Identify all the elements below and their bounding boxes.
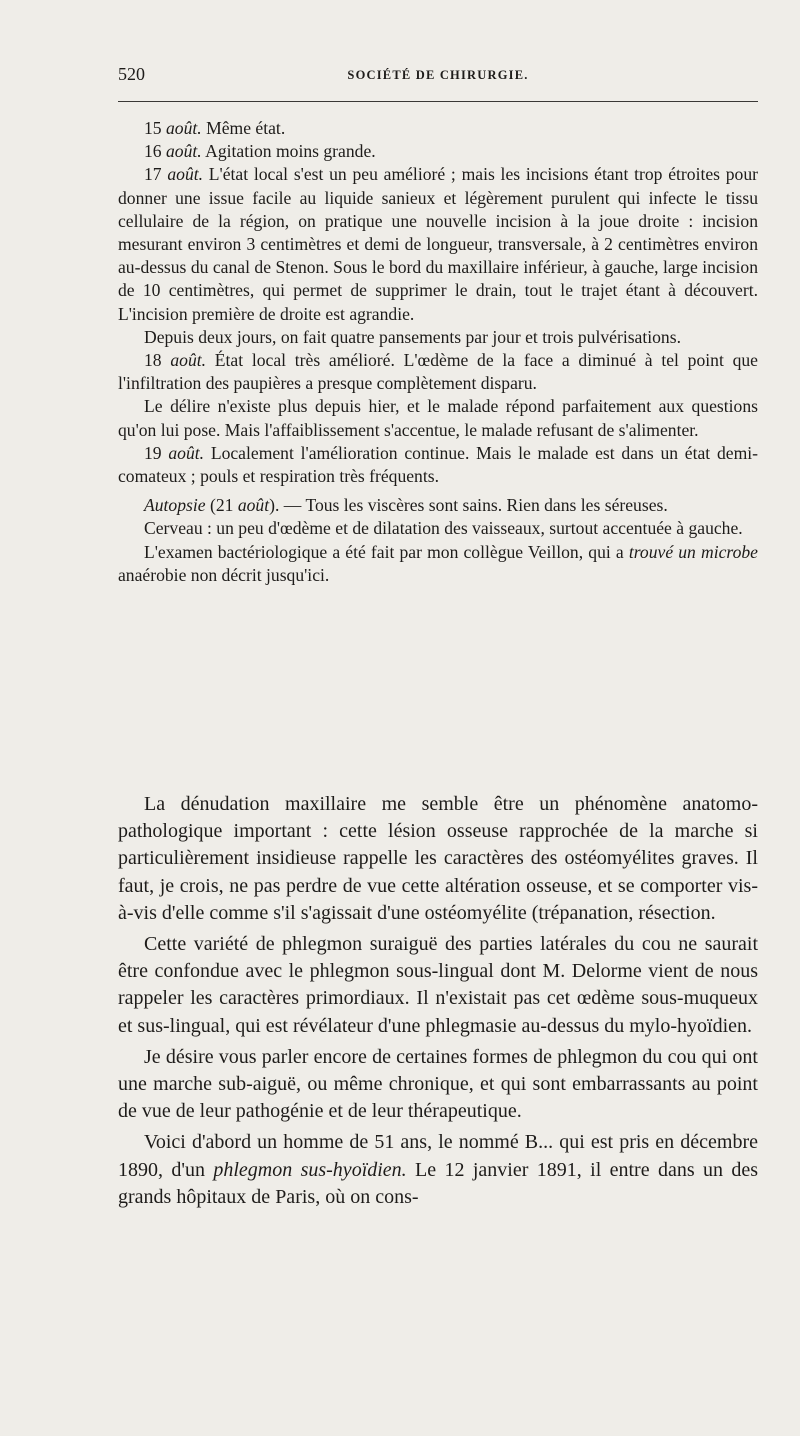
paragraph-maxillary-denudation: La dénudation maxillaire me semble être un phénomène anatomo-pathologique important : cette lésion osseuse rapprochée de la marche si particulièrement insidieuse rappelle les caractères des ostéomyélites graves. Il faut, je crois, ne pas perdre de vue cette altération osseuse, et se comporter vis-à-vis d'elle comme s'il s'agissait d'une ostéomyélite (trépanation, résection. (118, 793, 758, 924)
note-aug-15: 15 août. Même état. (144, 118, 286, 138)
journal-title: SOCIÉTÉ DE CHIRURGIE. (347, 68, 529, 82)
paragraph-case-b: Voici d'abord un homme de 51 ans, le nommé B... qui est pris en décembre 1890, d'un phlegmon sus-hyoïdien. Le 12 janvier 1891, il entre dans un des grands hôpitaux de Paris, où on cons- (118, 1131, 758, 1208)
note-brain: Cerveau : un peu d'œdème et de dilatation des vaisseaux, surtout accentuée à gauche. (144, 518, 743, 539)
note-aug-17: 17 août. L'état local s'est un peu amélioré ; mais les incisions étant trop étroites pour donner une issue facile au liquide sanieux et légèrement purulent qui infecte le tissu cellulaire de la région, on pratique une nouvelle incision à la joue droite : incision mesurant environ 3 centimètres et demi de longueur, transversale, à 2 centimètres environ au-dessus du canal de Stenon. Sous le bord du maxillaire inférieur, à gauche, large incision de 10 centimètres, qui permet de supprimer le drain, tout le trajet étant à découvert. L'incision première de droite est agrandie. (118, 164, 758, 324)
paragraph-phlegmon-variety: Cette variété de phlegmon suraiguë des parties latérales du cou ne saurait être confondue avec le phlegmon sous-lingual dont M. Delorme vient de nous rappeler les caractères primordiaux. Il n'existait pas cet œdème sous-muqueux et sus-lingual, qui est révélateur d'une phlegmasie au-dessus du mylo-hyoïdien. (118, 933, 758, 1037)
main-text (118, 791, 758, 1211)
paragraph-subacute-forms: Je désire vous parler encore de certaines formes de phlegmon du cou qui ont une marche sub-aiguë, ou même chronique, et qui sont embarrassants au point de vue de leur pathogénie et de leur thérapeutique. (118, 1045, 758, 1123)
header-rule (118, 101, 758, 102)
clinical-notes (118, 117, 758, 587)
note-autopsy: Autopsie (21 août). — Tous les viscères sont sains. Rien dans les séreuses. (144, 495, 668, 516)
page-number: 520 (118, 64, 145, 84)
running-head (118, 64, 758, 90)
note-aug-18: 18 août. État local très amélioré. L'œdème de la face a diminué à tel point que l'infiltration des paupières a presque complètement disparu. (118, 350, 758, 394)
note-aug-19: 19 août. Localement l'amélioration continue. Mais le malade est dans un état demi-comateux ; pouls et respiration très fréquents. (118, 442, 759, 487)
note-delirium: Le délire n'existe plus depuis hier, et le malade répond parfaitement aux questions qu'on lui pose. Mais l'affaiblissement s'accentue, le malade refusant de s'alimenter. (118, 396, 758, 440)
note-bacteriology: L'examen bactériologique a été fait par mon collègue Veillon, qui a trouvé un microbe anaérobie non décrit jusqu'ici. (118, 541, 758, 585)
note-dressings: Depuis deux jours, on fait quatre pansements par jour et trois pulvérisations. (144, 326, 681, 347)
note-aug-16: 16 août. Agitation moins grande. (144, 141, 376, 162)
